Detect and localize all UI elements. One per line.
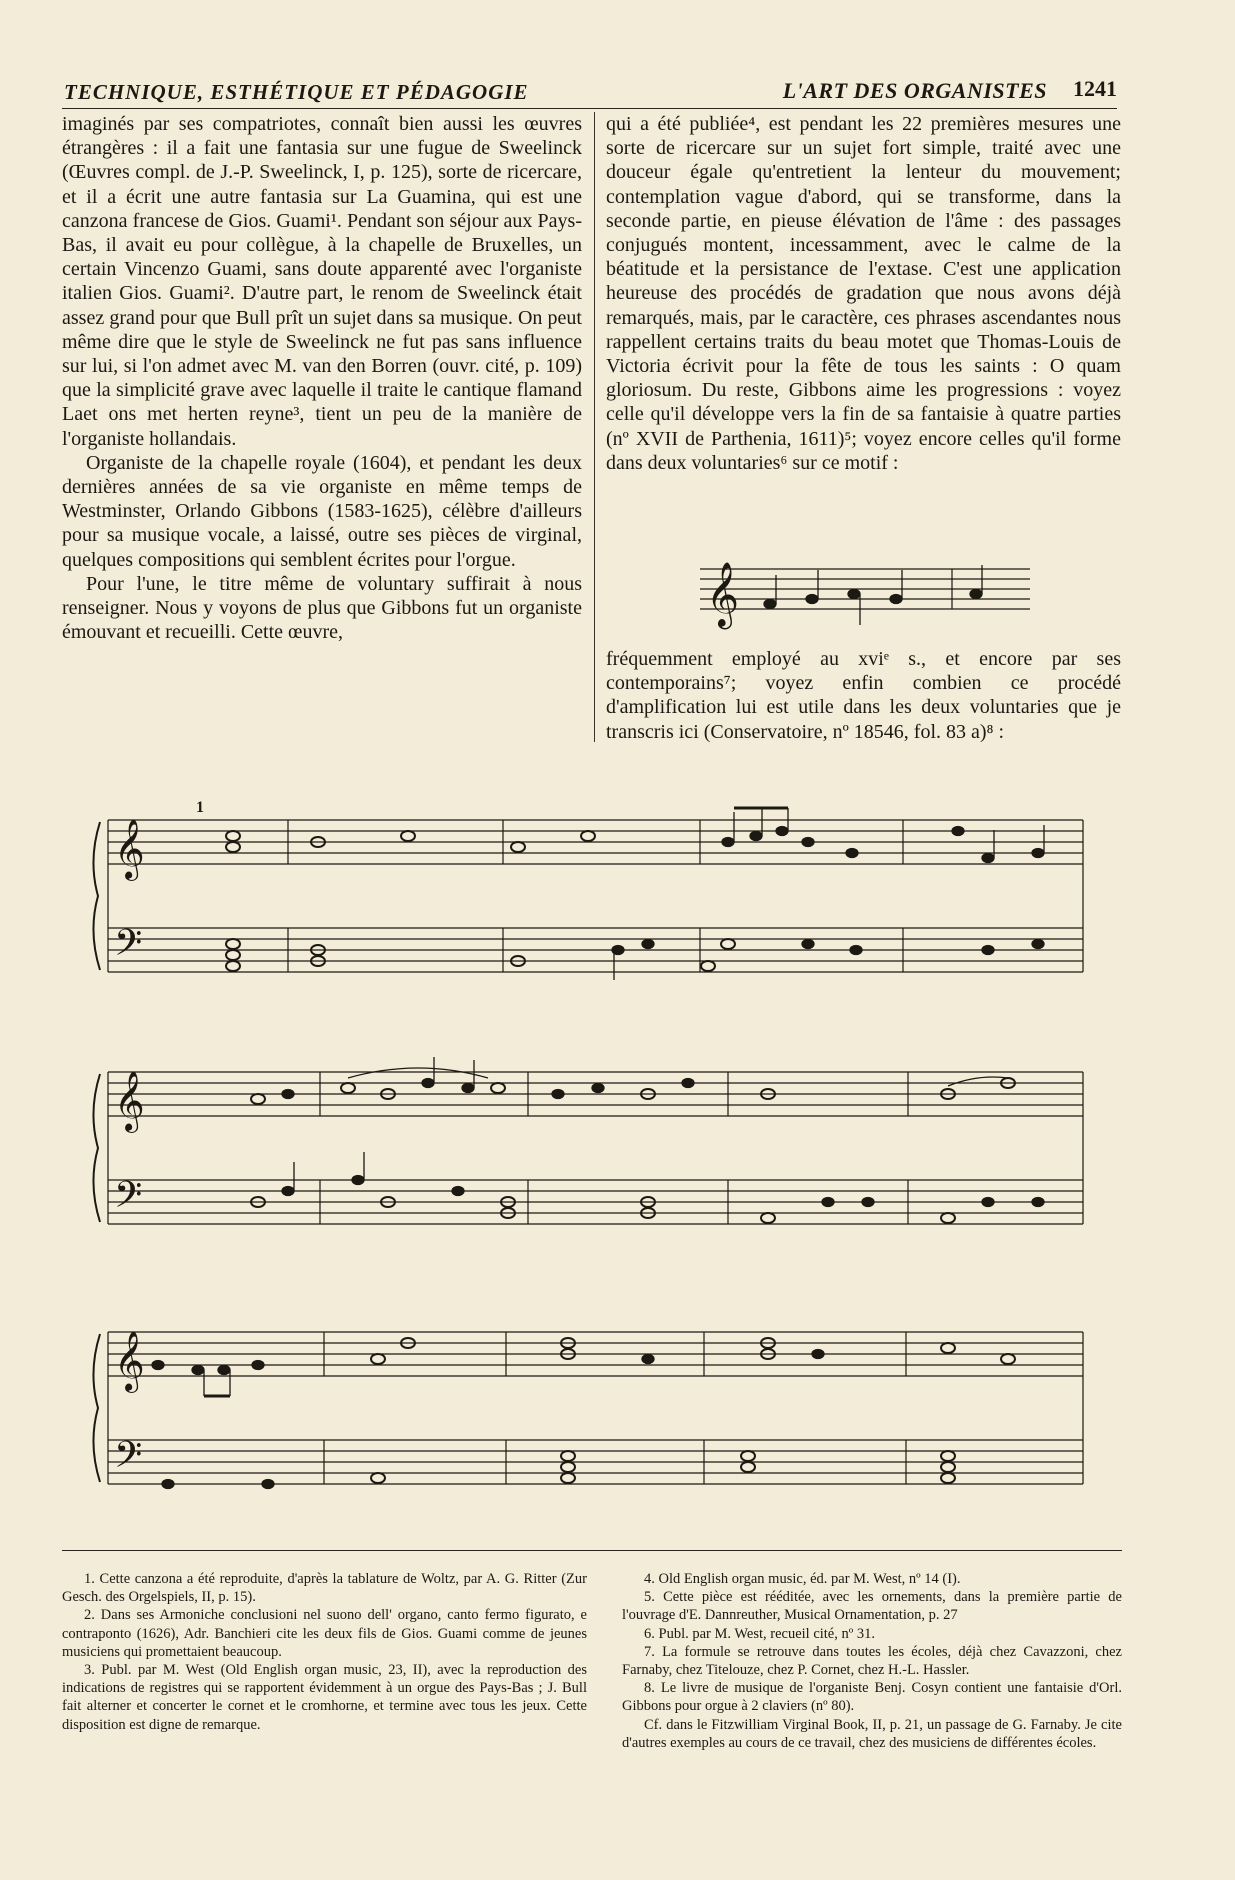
right-paragraph-2-block xyxy=(606,647,1121,744)
footnote-rule xyxy=(62,1550,1122,1551)
music-motif-snippet xyxy=(700,555,1030,630)
svg-text:𝄞: 𝄞 xyxy=(114,1331,145,1391)
left-column xyxy=(62,112,582,644)
svg-text:𝄢: 𝄢 xyxy=(114,1434,143,1485)
footnote-5: 5. Cette pièce est rééditée, avec les ornements, dans la première partie de l'ouvrage d'E. Dannreuther, Musical Ornamentation, p. 27 xyxy=(622,1589,1122,1624)
column-divider xyxy=(594,112,595,742)
measure-number: 1 xyxy=(196,800,204,816)
right-paragraph-2: fréquemment employé au xviᵉ s., et encore par ses contemporains⁷; voyez enfin combien ce procédé d'amplification lui est utile dans les deux voluntaries que je transcris ici (Conservatoire, nº 18546, fol. 83 a)⁸ : xyxy=(606,648,1121,743)
header-section-title: TECHNIQUE, ESTHÉTIQUE ET PÉDAGOGIE xyxy=(64,80,529,104)
running-header xyxy=(62,78,1117,109)
footnote-6: 6. Publ. par M. West, recueil cité, nº 31. xyxy=(644,1625,875,1642)
svg-text:𝄞: 𝄞 xyxy=(114,819,145,879)
right-column xyxy=(606,112,1121,475)
footnote-7: 7. La formule se retrouve dans toutes les écoles, déjà chez Cavazzoni, chez Farnaby, chez Titelouze, chez P. Cornet, chez H.-L. Hassler. xyxy=(622,1643,1122,1679)
left-paragraph-1: imaginés par ses compatriotes, connaît bien aussi les œuvres étrangères : il a fait une fantasia sur une fugue de Sweelinck (Œuvres compl. de J.-P. Sweelinck, I, p. 125), sorte de ricercare, et il a écrit une autre fantasia sur La Guamina, qui est une canzona francese de Gios. Guami¹. Pendant son séjour aux Pays-Bas, il avait eu pour collègue, à la chapelle de Bruxelles, un certain Vincenzo Guami, sans doute apparenté avec l'organiste italien Gios. Guami². D'autre part, le renom de Sweelinck était assez grand pour que Bull prît un sujet dans sa musique. On peut même dire que le style de Sweelinck ne fut pas sans influence sur lui, si l'on admet avec M. van den Borren (ouvr. cité, p. 109) que la simplicité grave avec laquelle il traite le cantique flamand Laet ons met herten reyne³, tient un peu de la manière de l'organiste hollandais. xyxy=(62,113,582,450)
score-system-1 xyxy=(88,800,1088,1000)
right-paragraph-1: qui a été publiée⁴, est pendant les 22 premières mesures une sorte de ricercare sur un sujet fort simple, traité avec une douceur égale qu'entretient la lenteur du mouvement; contemplation vague d'abord, qui se transforme, dans la seconde partie, en pieuse élévation de l'âme : des passages conjugués montent, incessamment, avec le calme de la béatitude et la persistance de l'extase. C'est une application heureuse des procédés de gradation que nous avons déjà remarqués, mais, par le caractère, ces phrases ascendantes nous rappellent certains traits du beau motet que Thomas-Louis de Victoria écrivit pour la fête de tous les saints : O quam gloriosum. Du reste, Gibbons aime les progressions : voyez celle qu'il développe vers la fin de sa fantaisie à quatre parties (nº XVII de Parthenia, 1611)⁵; voyez encore celles qu'il forme dans deux voluntaries⁶ sur ce motif : xyxy=(606,113,1121,474)
score-system-2 xyxy=(88,1052,1088,1252)
footnote-8: 8. Le livre de musique de l'organiste Benj. Cosyn contient une fantaisie d'Orl. Gibbons pour orgue à 2 claviers (nº 80). xyxy=(622,1680,1122,1715)
score-system-3 xyxy=(88,1302,1088,1512)
page-number: 1241 xyxy=(1073,76,1117,101)
header-chapter-title: L'ART DES ORGANISTES xyxy=(782,78,1047,103)
footnote-1: 1. Cette canzona a été reproduite, d'après la tablature de Woltz, par A. G. Ritter (Zur Gesch. des Orgelspiels, II, p. 15). xyxy=(62,1571,587,1606)
left-paragraph-3: Pour l'une, le titre même de voluntary suffirait à nous renseigner. Nous y voyons de plus que Gibbons fut un organiste émouvant et recueilli. Cette œuvre, xyxy=(62,572,582,644)
footnote-4: 4. Old English organ music, éd. par M. West, nº 14 (I). xyxy=(644,1571,961,1587)
svg-text:𝄢: 𝄢 xyxy=(114,922,143,973)
left-paragraph-2: Organiste de la chapelle royale (1604), et pendant les deux dernières années de sa vie organiste en même temps de Westminster, Orlando Gibbons (1583-1625), célèbre d'ailleurs pour sa musique vocale, a laissé, outre ses pièces de virginal, quelques compositions qui semblent écrites pour l'orgue. xyxy=(62,451,582,571)
footnote-3: 3. Publ. par M. West (Old English organ music, 23, II), avec la reproduction des indications de registres qui se rapportent évidemment à un orgue des Pays-Bas ; J. Bull fait alterner et concerter le cornet et le cromhorne, et termine avec tous les jeux. Cette disposition est digne de remarque. xyxy=(62,1662,587,1733)
svg-text:𝄞: 𝄞 xyxy=(114,1071,145,1131)
footnote-7-continued: Cf. dans le Fitzwilliam Virginal Book, II, p. 21, un passage de G. Farnaby. Je cite d'autres exemples au cours de ce travail, chez des musiciens de différentes écoles. xyxy=(622,1716,1122,1751)
footnotes-left xyxy=(62,1570,587,1734)
footnote-2: 2. Dans ses Armoniche conclusioni nel suono dell' organo, canto fermo figurato, e contraponto (1626), Adr. Banchieri cite les deux fils de Gios. Guami comme de jeunes musiciens qui promettaient beaucoup. xyxy=(62,1607,587,1660)
svg-text:𝄢: 𝄢 xyxy=(114,1174,143,1225)
svg-text:𝄞: 𝄞 xyxy=(706,562,740,627)
footnotes-right xyxy=(622,1570,1122,1752)
